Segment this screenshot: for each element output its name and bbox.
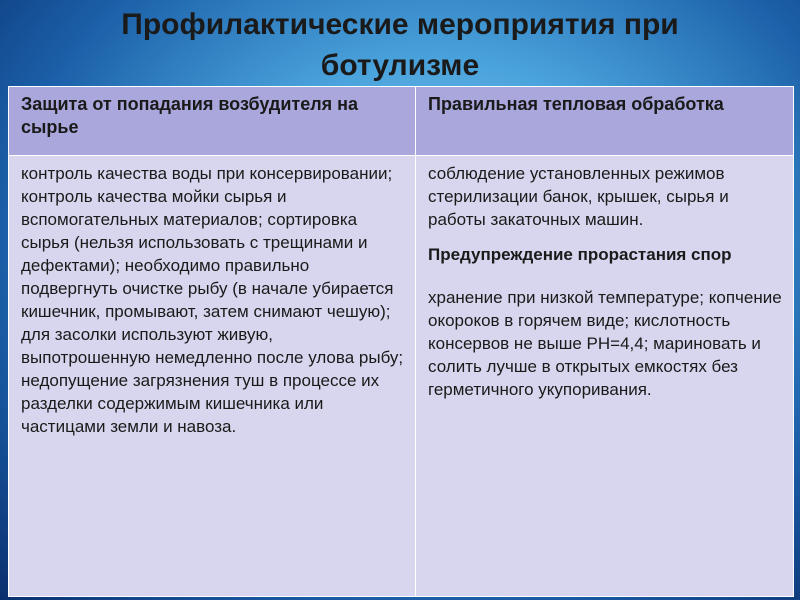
slide-title-line-1: Профилактические мероприятия при [121,8,679,41]
contamination-measures-text: контроль качества воды при консервировании; контроль качества мойки сырья и вспомогательных материалов; сортировка сырья (нельзя использовать с трещинами и дефектами); необходимо правильно подвергнуть очистке рыбу (в начале убирается кишечник, промывают, затем снимают чешую); для засолки используют живую, выпотрошенную немедленно после улова рыбу; недопущение загрязнения туш в процессе их разделки содержимым кишечника или частицами земли и навоза. [21,164,404,436]
slide-title-line-2: ботулизме [320,49,480,82]
header-cell-heat-treatment: Правильная тепловая обработка [416,87,794,156]
heat-treatment-text: соблюдение установленных режимов стерилизации банок, крышек, сырья и работы закаточных машин. [428,164,729,229]
slide-title [0,4,800,86]
cell-contamination-measures [9,156,416,597]
header-cell-contamination-protection: Защита от попадания возбудителя на сырье [9,87,416,156]
table-header-row [9,87,794,156]
prevention-table [8,86,794,597]
table-body-row [9,156,794,597]
cell-heat-treatment-measures [416,156,794,597]
spore-prevention-heading: Предупреждение прорастания спор [428,245,732,264]
spore-prevention-text: хранение при низкой температуре; копчение окороков в горячем виде; кислотность консервов не выше PH=4,4; мариновать и солить лучше в открытых емкостях без герметичного укупоривания. [428,288,782,399]
